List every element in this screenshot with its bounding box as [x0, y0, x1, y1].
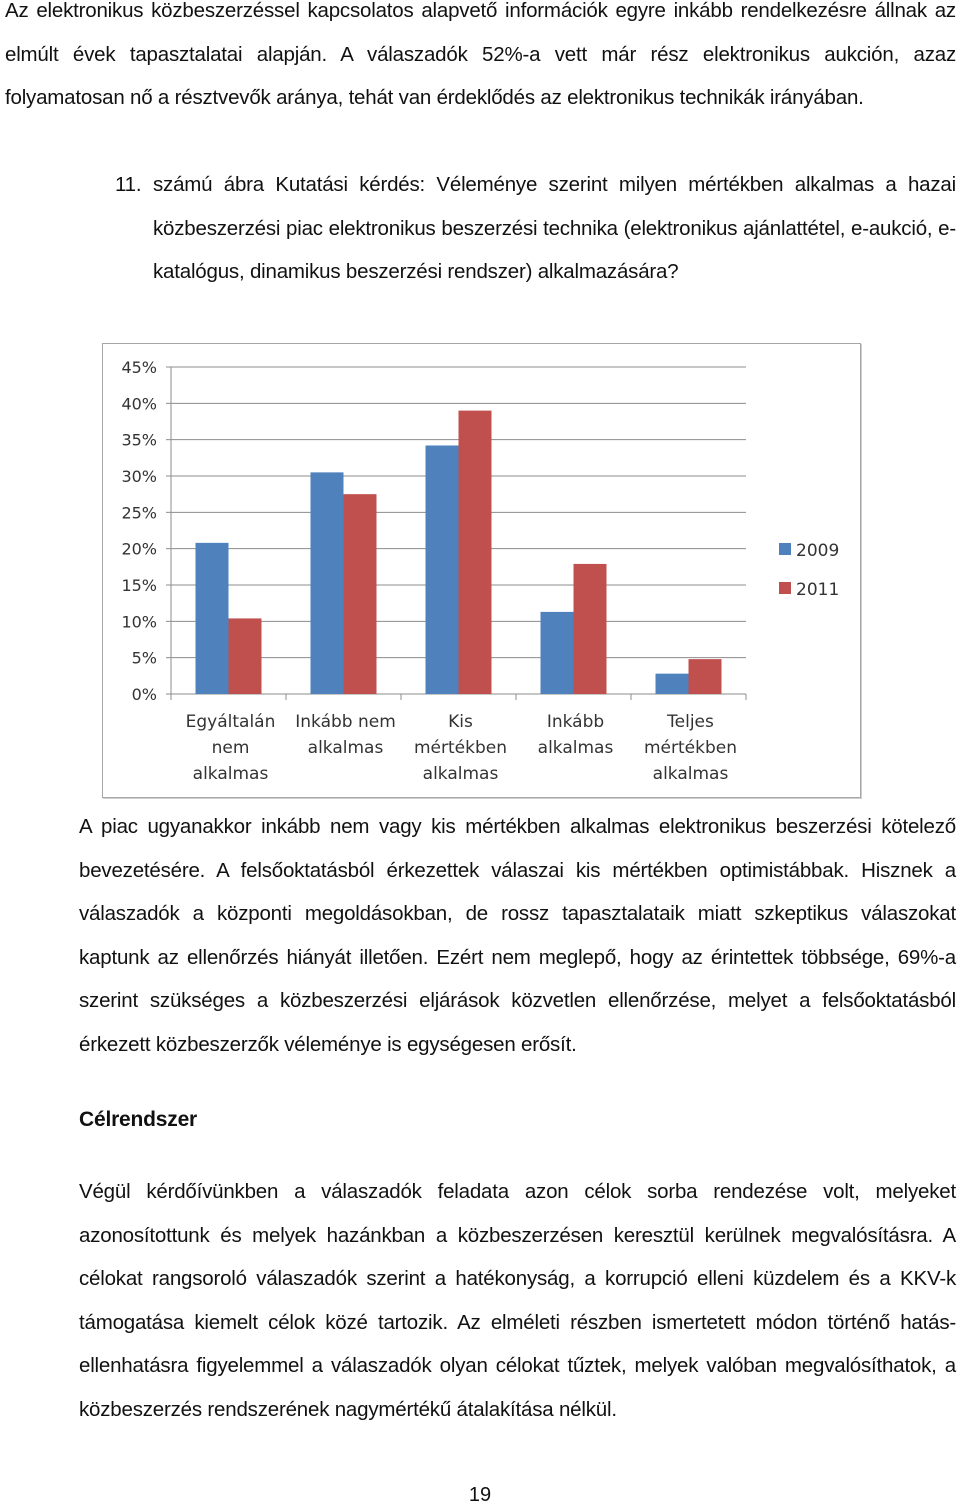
legend-swatch-2011 [779, 582, 791, 594]
x-tick-label: Kis [448, 712, 473, 732]
x-tick-label: alkalmas [652, 764, 729, 784]
y-tick-label: 15% [121, 576, 157, 595]
x-tick-label: alkalmas [192, 764, 269, 784]
figure-caption-text: számú ábra Kutatási kérdés: Véleménye szerint milyen mértékben alkalmas a hazai közbeszerzési piac elektronikus beszerzési technika (elektronikus ajánlattétel, e-aukció, e-katalógus, dinamikus beszerzési rendszer) alkalmazására? [153, 173, 956, 283]
x-tick-label: Inkább [546, 712, 605, 732]
bar-2011 [459, 411, 492, 694]
bar-2011 [229, 618, 262, 694]
y-tick-label: 30% [121, 467, 157, 486]
bar-2009 [656, 674, 689, 694]
bar-2009 [426, 445, 459, 694]
bar-2009 [311, 472, 344, 694]
x-tick-label: Egyáltalán [185, 712, 276, 732]
x-tick-label: alkalmas [537, 738, 614, 758]
x-tick-label: alkalmas [307, 738, 384, 758]
bar-2009 [541, 612, 574, 694]
x-tick-label: nem [211, 738, 250, 758]
bar-2009 [196, 543, 229, 694]
y-tick-label: 5% [131, 648, 157, 668]
y-tick-label: 40% [121, 394, 157, 414]
bar-2011 [344, 494, 377, 694]
after-chart-paragraph: A piac ugyanakkor inkább nem vagy kis mértékben alkalmas elektronikus beszerzési kötelező bevezetésére. A felsőoktatásból érkezettek válaszai kis mértékben optimistábbak. Hisznek a válaszadók a központi megoldásokban, de rossz tapasztalataik miatt szkeptikus válaszokat kaptunk az ellenőrzés hiányát illetően. Ezért nem meglepő, hogy az érintettek többsége, 69%-a szerint szükséges a közbeszerzési eljárások közvetlen ellenőrzése, melyet a felsőoktatásból érkezett közbeszerzők véleménye is egységesen erősít. [79, 815, 956, 1056]
x-tick-label: mértékben [643, 738, 738, 758]
bar-chart [102, 343, 861, 798]
intro-paragraph: Az elektronikus közbeszerzéssel kapcsolatos alapvető információk egyre inkább rendelkezésre állnak az elmúlt évek tapasztalatai alapján. A válaszadók 52%-a vett már rész elektronikus aukción, azaz folyamatosan nő a résztvevők aránya, tehát van érdeklődés az elektronikus technikák irányában. [5, 0, 956, 109]
y-tick-label: 25% [121, 503, 157, 523]
bar-2011 [574, 564, 607, 694]
bar-chart-svg [103, 344, 860, 797]
legend-label-2009: 2009 [796, 541, 840, 561]
figure-caption [115, 163, 956, 294]
page-number: 19 [468, 1484, 492, 1506]
y-tick-label: 0% [131, 685, 157, 704]
x-tick-label: mértékben [413, 738, 508, 758]
x-tick-label: Inkább nem [295, 712, 396, 732]
celrendszer-paragraph: Végül kérdőívünkben a válaszadók feladata azon célok sorba rendezése volt, melyeket azonosítottunk és melyek hazánkban a közbeszerzésen keresztül kerülnek megvalósításra. A célokat rangsoroló válaszadók szerint a hatékonyság, a korrupció elleni küzdelem és a KKV-k támogatása kiemelt célok közé tartozik. Az elméleti részben ismertetett módon történő hatás-ellenhatásra figyelemmel a válaszadók olyan célokat tűztek, melyek valóban megvalósíthatok, a közbeszerzés rendszerének nagymértékű átalakítása nélkül. [79, 1180, 956, 1421]
x-tick-label: alkalmas [422, 764, 499, 784]
y-tick-label: 10% [121, 612, 157, 632]
figure-caption-number: 11. [115, 173, 142, 196]
legend-swatch-2009 [779, 543, 791, 555]
y-tick-label: 20% [121, 539, 157, 559]
y-tick-label: 45% [121, 358, 157, 377]
section-heading: Célrendszer [79, 1108, 198, 1131]
legend-label-2011: 2011 [796, 580, 840, 600]
x-tick-label: Teljes [667, 712, 714, 732]
y-tick-label: 35% [121, 430, 157, 450]
bar-2011 [689, 659, 722, 694]
